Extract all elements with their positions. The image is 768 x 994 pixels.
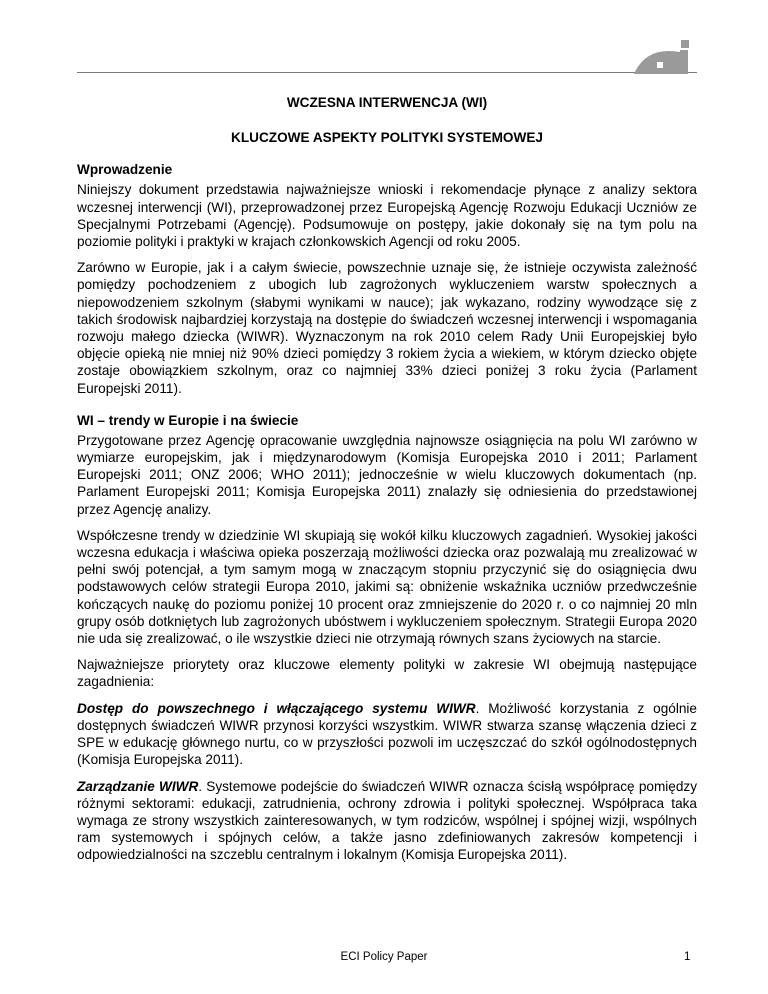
footer-title: ECI Policy Paper <box>340 951 428 963</box>
priority-text: . Możliwość korzystania z ogólnie dostępnych świadczeń WIWR przynosi korzyści wszystkim. WIWR stwarza szansę włączenia dzieci z SPE w edukację głównego nurtu, co w przyszłości pozwoli im uczęszczać do szkół ogólnodostępnych (Komisja Europejska 2011). <box>77 700 697 768</box>
paragraph: Najważniejsze priorytety oraz kluczowe elementy polityki w zakresie WI obejmują następujące zagadnienia: <box>77 657 697 690</box>
paragraph: Przygotowane przez Agencję opracowanie uwzględnia najnowsze osiągnięcia na polu WI zarówno w wymiarze europejskim, jak i międzynarodowym (Komisja Europejska 2010 i 2011; Parlament Europejski 2011; ONZ 2006; WHO 2011); jednocześnie w wielu kluczowych dokumentach (np. Parlament Europejski 2011; Komisja Europejska 2011) znalazły się odniesienia do przedstawionej przez Agencję analizy. <box>77 432 697 517</box>
priority-governance <box>77 778 697 864</box>
priority-lead: Dostęp do powszechnego i włączającego systemu WIWR <box>77 700 476 716</box>
priority-access <box>77 700 697 769</box>
section-heading-introduction: Wprowadzenie <box>77 162 173 178</box>
header-rule <box>77 72 697 73</box>
paragraph: Zarówno w Europie, jak i a całym świecie, powszechnie uznaje się, że istnieje oczywista zależność pomiędzy pochodzeniem z ubogich lub zagrożonych wykluczeniem warstw społecznych a niepowodzeniem szkolnym (słabymi wynikami w nauce); jak wykazano, rodziny wywodzące się z takich środowisk najbardziej korzystają na dostępie do świadczeń wczesnej interwencji i wspomagania rozwoju małego dziecka (WIWR). Wyznaczonym na rok 2010 celem Rady Unii Europejskiej było objęcie opieką nie mniej niż 90% dzieci pomiędzy 3 rokiem życia a wiekiem, w którym dziecko objęte zostaje obowiązkiem szkolnym, oraz co najmniej 33% dzieci poniżej 3 roku życia (Parlament Europejski 2011). <box>77 260 697 396</box>
document-body <box>77 90 697 873</box>
priority-lead: Zarządzanie WIWR <box>77 778 199 794</box>
paragraph: Niniejszy dokument przedstawia najważniejsze wnioski i rekomendacje płynące z analizy sektora wczesnej interwencji (WI), przeprowadzonej przez Europejską Agencję Rozwoju Edukacji Uczniów ze Specjalnymi Potrzebami (Agencję). Podsumowuje on postępy, jakie dokonały się na tym polu na poziomie polityki i praktyki w krajach członkowskich Agencji od roku 2005. <box>77 182 697 250</box>
page-number: 1 <box>684 951 691 963</box>
document-title: WCZESNA INTERWENCJA (WI) <box>286 95 488 110</box>
priority-text: . Systemowe podejście do świadczeń WIWR oznacza ścisłą współpracę pomiędzy różnymi sektorami: edukacji, zatrudnienia, ochrony zdrowia i polityki społecznej. Współpraca taka wymaga ze strony wszystkich zainteresowanych, w tym rodziców, wspólnej i spójnej wizji, wspólnych ram systemowych i spójnych celów, a także jasno zdefiniowanych zakresów kompetencji i odpowiedzialności na szczeblu centralnym i lokalnym (Komisja Europejska 2011). <box>77 778 697 863</box>
agency-logo-icon <box>630 40 692 74</box>
section-heading-trends: WI – trendy w Europie i na świecie <box>77 412 299 428</box>
paragraph: Współczesne trendy w dziedzinie WI skupiają się wokół kilku kluczowych zagadnień. Wysokiej jakości wczesna edukacja i właściwa opieka poszerzają możliwości dziecka oraz pozwalają mu zrealizować w pełni swój potencjał, a tym samym mogą w znaczącym stopniu przyczynić się do osiągnięcia dwu podstawowych celów strategii Europa 2010, jakimi są: obniżenie wskaźnika uczniów przedwcześnie kończących naukę do poziomu poniżej 10 procent oraz zmniejszenie do 2020 r. o co najmniej 20 mln grupy osób dotkniętych lub zagrożonych ubóstwem i wykluczeniem społecznym. Strategii Europa 2020 nie uda się zrealizować, o ile wszystkie dzieci nie otrzymają równych szans życiowych na starcie. <box>77 527 697 647</box>
document-subtitle: KLUCZOWE ASPEKTY POLITYKI SYSTEMOWEJ <box>231 130 543 146</box>
